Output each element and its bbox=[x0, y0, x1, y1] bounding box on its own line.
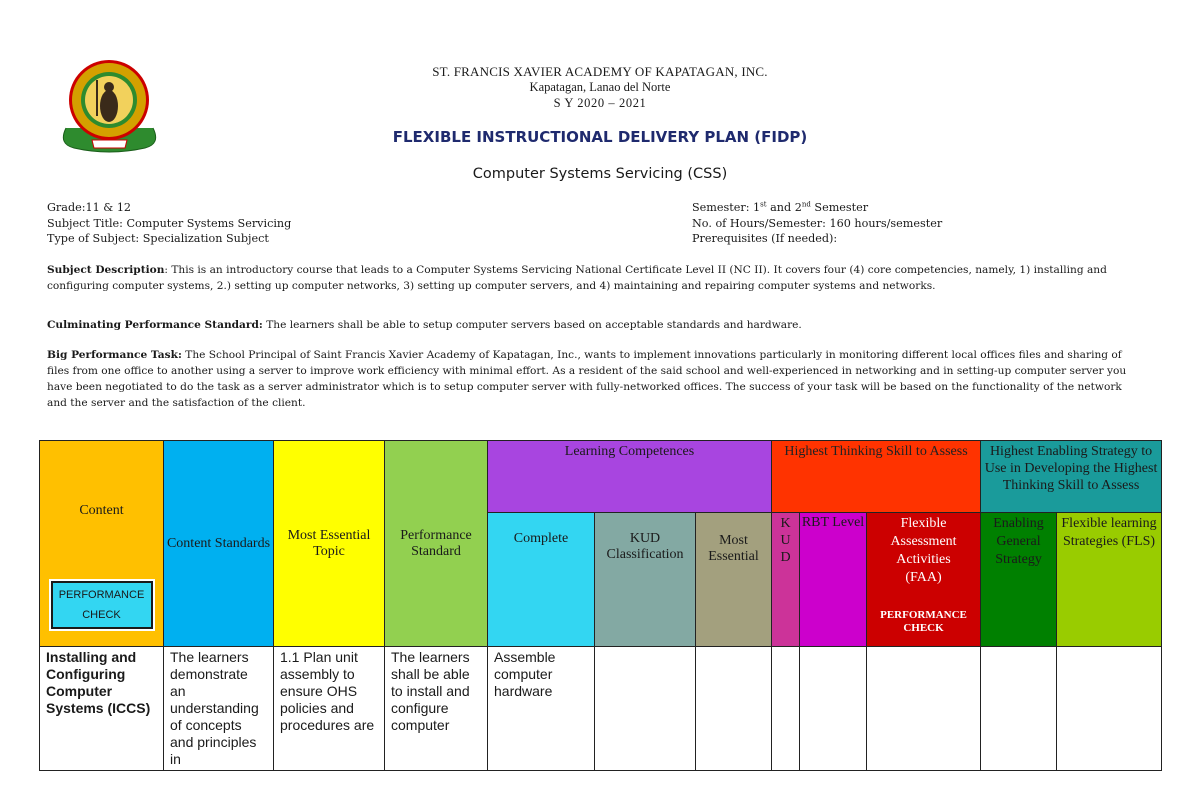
row-enabling-general bbox=[981, 647, 1057, 771]
header-content bbox=[40, 441, 164, 647]
school-year: S Y 2020 – 2021 bbox=[553, 96, 647, 110]
header-learning-competences: Learning Competences bbox=[488, 441, 772, 513]
subject-meta-right bbox=[692, 200, 942, 247]
header-fls: Flexible learning Strategies (FLS) bbox=[1057, 513, 1162, 647]
header-performance-standard: Performance Standard bbox=[385, 441, 488, 647]
fidp-table bbox=[39, 440, 1162, 771]
big-performance-task: Big Performance Task: The School Principal of Saint Francis Xavier Academy of Kapatagan, Inc., wants to implement innovations particularly in monitoring different local offices files and sharing of files from one office to another using a server to improve work efficiency with minimal effort. As a resident of the said school and well-experienced in networking and in setting-up computer server you have been negotiated to do the task as a server administrator which is to setup computer server with fully-networked offices. The success of your task will be based on the functionality of the network and the server and the satisfaction of the client. bbox=[47, 349, 1127, 409]
header-kud: K U D bbox=[772, 513, 800, 647]
school-address: Kapatagan, Lanao del Norte bbox=[529, 80, 671, 94]
row-fls bbox=[1057, 647, 1162, 771]
row-most-essential-topic: 1.1 Plan unit assembly to ensure OHS policies and procedures are bbox=[274, 647, 385, 771]
header-content-standards: Content Standards bbox=[164, 441, 274, 647]
header-complete: Complete bbox=[488, 513, 595, 647]
subject-meta-left bbox=[47, 200, 291, 247]
row-kud-classification bbox=[595, 647, 696, 771]
header-faa: Flexible Assessment Activities (FAA) PERFORMANCE CHECK bbox=[867, 513, 981, 647]
header-content-label: Content bbox=[79, 503, 124, 518]
culminating-standard: Culminating Performance Standard: The learners shall be able to setup computer servers based on acceptable standards and hardware. bbox=[47, 319, 802, 331]
plan-title: FLEXIBLE INSTRUCTIONAL DELIVERY PLAN (FIDP) bbox=[392, 128, 808, 146]
subject-type-line: Type of Subject: Specialization Subject bbox=[47, 232, 269, 245]
row-most-essential bbox=[696, 647, 772, 771]
header-rbt-level: RBT Level bbox=[800, 513, 867, 647]
subject-heading: Computer Systems Servicing (CSS) bbox=[472, 166, 728, 182]
row-faa bbox=[867, 647, 981, 771]
performance-check-label: PERFORMANCE CHECK bbox=[880, 609, 967, 634]
header-most-essential-topic: Most Essential Topic bbox=[274, 441, 385, 647]
row-performance-standard: The learners shall be able to install and configure computer bbox=[385, 647, 488, 771]
subject-title-line: Subject Title: Computer Systems Servicing bbox=[47, 216, 292, 230]
row-rbt-level bbox=[800, 647, 867, 771]
semester-line: Semester: 1st and 2nd Semester bbox=[692, 200, 869, 214]
prerequisites-line: Prerequisites (If needed): bbox=[692, 232, 838, 245]
row-content-standards: The learners demonstrate an understanding of concepts and principles in bbox=[164, 647, 274, 771]
header-highest-enabling: Highest Enabling Strategy to Use in Developing the Highest Thinking Skill to Assess bbox=[981, 441, 1162, 513]
header-enabling-general: Enabling General Strategy bbox=[981, 513, 1057, 647]
grade-line: Grade:11 & 12 bbox=[47, 201, 132, 214]
school-name: ST. FRANCIS XAVIER ACADEMY OF KAPATAGAN, INC. bbox=[432, 64, 768, 79]
row-complete: Assemble computer hardware bbox=[488, 647, 595, 771]
performance-check-badge: PERFORMANCE CHECK bbox=[51, 581, 153, 629]
header-highest-thinking: Highest Thinking Skill to Assess bbox=[772, 441, 981, 513]
hours-line: No. of Hours/Semester: 160 hours/semester bbox=[692, 216, 943, 230]
header-kud-classification: KUD Classification bbox=[595, 513, 696, 647]
subject-description: Subject Description: This is an introductory course that leads to a Computer Systems Servicing National Certificate Level II (NC II). It covers four (4) core competencies, namely, 1) installing and configuring computer systems, 2.) setting up computer networks, 3) setting up computer servers, and 4) maintaining and repairing computer systems and networks. bbox=[47, 264, 1107, 292]
row-content: Installing and Configuring Computer Systems (ICCS) bbox=[40, 647, 164, 771]
row-kud bbox=[772, 647, 800, 771]
header-most-essential: Most Essential bbox=[696, 513, 772, 647]
